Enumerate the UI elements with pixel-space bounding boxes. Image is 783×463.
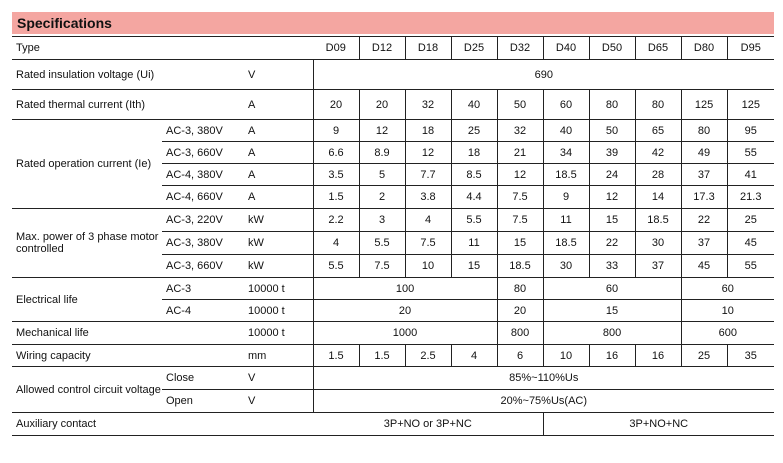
value-cell: 18.5 [543, 232, 589, 255]
value-cell: 2.5 [405, 345, 451, 367]
table-row [12, 322, 774, 345]
value-cell: 7.5 [405, 232, 451, 255]
condition-cell: AC-4, 660V [162, 186, 242, 209]
value-cell: 9 [543, 186, 589, 209]
value-cell: 3.5 [313, 164, 359, 186]
value-cell: 33 [589, 255, 635, 278]
unit-cell: mm [242, 345, 313, 367]
value-cell: 37 [635, 255, 681, 278]
value-cell: 15 [497, 232, 543, 255]
model-header: D25 [451, 37, 497, 60]
value-cell: 20%~75%Us(AC) [313, 390, 774, 413]
value-cell: 80 [635, 90, 681, 120]
value-cell: 5.5 [313, 255, 359, 278]
value-cell: 15 [589, 209, 635, 232]
value-cell: 14 [635, 186, 681, 209]
row-label: Rated insulation voltage (Ui) [12, 60, 242, 90]
value-cell: 37 [681, 164, 727, 186]
value-cell: 55 [727, 142, 774, 164]
value-cell: 60 [543, 90, 589, 120]
value-cell: 7.5 [497, 186, 543, 209]
value-cell: 100 [313, 278, 497, 300]
value-cell: 18 [405, 120, 451, 142]
section-title: Specifications [12, 12, 774, 34]
unit-cell: A [242, 164, 313, 186]
condition-cell: AC-3, 220V [162, 209, 242, 232]
value-cell: 125 [727, 90, 774, 120]
unit-cell: A [242, 120, 313, 142]
value-cell: 16 [635, 345, 681, 367]
value-cell: 80 [497, 278, 543, 300]
value-cell: 80 [589, 90, 635, 120]
value-cell: 8.5 [451, 164, 497, 186]
table-row [12, 413, 774, 436]
model-header: D80 [681, 37, 727, 60]
value-cell: 65 [635, 120, 681, 142]
value-cell: 25 [451, 120, 497, 142]
value-cell: 15 [451, 255, 497, 278]
row-label: Mechanical life [12, 322, 242, 345]
table-row [12, 90, 774, 120]
model-header: D50 [589, 37, 635, 60]
model-header: D95 [727, 37, 774, 60]
table-row [12, 120, 774, 142]
value-cell: 1000 [313, 322, 497, 345]
value-cell: 2.2 [313, 209, 359, 232]
value-cell: 5.5 [451, 209, 497, 232]
condition-cell: Close [162, 367, 242, 390]
value-cell: 16 [589, 345, 635, 367]
unit-cell: kW [242, 255, 313, 278]
value-cell: 41 [727, 164, 774, 186]
value-cell: 18.5 [497, 255, 543, 278]
value-cell: 37 [681, 232, 727, 255]
value-cell: 7.5 [497, 209, 543, 232]
row-label: Rated operation current (Ie) [12, 120, 162, 209]
model-header: D32 [497, 37, 543, 60]
value-cell: 55 [727, 255, 774, 278]
value-cell: 24 [589, 164, 635, 186]
model-header: D09 [313, 37, 359, 60]
model-header: D12 [359, 37, 405, 60]
value-cell: 25 [681, 345, 727, 367]
row-label: Electrical life [12, 278, 162, 322]
value-cell: 22 [589, 232, 635, 255]
value-cell: 3P+NO or 3P+NC [313, 413, 543, 436]
row-label: Wiring capacity [12, 345, 242, 367]
type-label: Type [12, 37, 313, 60]
value-cell: 7.7 [405, 164, 451, 186]
value-cell: 3 [359, 209, 405, 232]
value-cell: 7.5 [359, 255, 405, 278]
value-cell: 1.5 [313, 345, 359, 367]
value-cell: 1.5 [359, 345, 405, 367]
value-cell: 20 [313, 90, 359, 120]
value-cell: 800 [543, 322, 681, 345]
value-cell: 9 [313, 120, 359, 142]
row-label: Allowed control circuit voltage [12, 367, 162, 413]
unit-cell: kW [242, 209, 313, 232]
row-label: Rated thermal current (Ith) [12, 90, 242, 120]
condition-cell: AC-3 [162, 278, 242, 300]
value-cell: 12 [359, 120, 405, 142]
value-cell: 4 [451, 345, 497, 367]
unit-cell: kW [242, 232, 313, 255]
value-cell: 20 [313, 300, 497, 322]
value-cell: 690 [313, 60, 774, 90]
value-cell: 11 [543, 209, 589, 232]
condition-cell: AC-4 [162, 300, 242, 322]
value-cell: 600 [681, 322, 774, 345]
table-row [12, 345, 774, 367]
value-cell: 40 [543, 120, 589, 142]
table-row [12, 209, 774, 232]
value-cell: 10 [681, 300, 774, 322]
value-cell: 125 [681, 90, 727, 120]
value-cell: 12 [497, 164, 543, 186]
unit-cell: V [242, 60, 313, 90]
value-cell: 28 [635, 164, 681, 186]
value-cell: 34 [543, 142, 589, 164]
row-label: Max. power of 3 phase motor controlled [12, 209, 162, 278]
unit-cell: V [242, 367, 313, 390]
value-cell: 1.5 [313, 186, 359, 209]
value-cell: 45 [727, 232, 774, 255]
value-cell: 5.5 [359, 232, 405, 255]
value-cell: 12 [405, 142, 451, 164]
unit-cell: 10000 t [242, 322, 313, 345]
value-cell: 6 [497, 345, 543, 367]
value-cell: 18.5 [635, 209, 681, 232]
table-row [12, 60, 774, 90]
condition-cell: AC-3, 380V [162, 120, 242, 142]
unit-cell: A [242, 186, 313, 209]
condition-cell: AC-3, 380V [162, 232, 242, 255]
value-cell: 30 [543, 255, 589, 278]
unit-cell: A [242, 90, 313, 120]
specifications-table [12, 36, 774, 436]
value-cell: 60 [543, 278, 681, 300]
table-row [12, 37, 774, 60]
model-header: D18 [405, 37, 451, 60]
value-cell: 60 [681, 278, 774, 300]
value-cell: 50 [589, 120, 635, 142]
value-cell: 10 [405, 255, 451, 278]
table-row [12, 278, 774, 300]
model-header: D65 [635, 37, 681, 60]
condition-cell: AC-4, 380V [162, 164, 242, 186]
value-cell: 80 [681, 120, 727, 142]
value-cell: 8.9 [359, 142, 405, 164]
value-cell: 21.3 [727, 186, 774, 209]
value-cell: 18 [451, 142, 497, 164]
unit-cell: 10000 t [242, 300, 313, 322]
unit-cell: A [242, 142, 313, 164]
row-label: Auxiliary contact [12, 413, 313, 436]
value-cell: 6.6 [313, 142, 359, 164]
unit-cell: 10000 t [242, 278, 313, 300]
value-cell: 20 [359, 90, 405, 120]
value-cell: 25 [727, 209, 774, 232]
value-cell: 21 [497, 142, 543, 164]
value-cell: 2 [359, 186, 405, 209]
condition-cell: Open [162, 390, 242, 413]
value-cell: 30 [635, 232, 681, 255]
value-cell: 49 [681, 142, 727, 164]
value-cell: 18.5 [543, 164, 589, 186]
value-cell: 85%~110%Us [313, 367, 774, 390]
value-cell: 10 [543, 345, 589, 367]
value-cell: 35 [727, 345, 774, 367]
value-cell: 15 [543, 300, 681, 322]
value-cell: 800 [497, 322, 543, 345]
table-row [12, 367, 774, 390]
value-cell: 39 [589, 142, 635, 164]
value-cell: 22 [681, 209, 727, 232]
condition-cell: AC-3, 660V [162, 255, 242, 278]
model-header: D40 [543, 37, 589, 60]
value-cell: 40 [451, 90, 497, 120]
value-cell: 5 [359, 164, 405, 186]
value-cell: 12 [589, 186, 635, 209]
value-cell: 50 [497, 90, 543, 120]
value-cell: 32 [405, 90, 451, 120]
value-cell: 45 [681, 255, 727, 278]
value-cell: 11 [451, 232, 497, 255]
value-cell: 32 [497, 120, 543, 142]
value-cell: 20 [497, 300, 543, 322]
value-cell: 4.4 [451, 186, 497, 209]
value-cell: 17.3 [681, 186, 727, 209]
value-cell: 95 [727, 120, 774, 142]
condition-cell: AC-3, 660V [162, 142, 242, 164]
value-cell: 4 [313, 232, 359, 255]
unit-cell: V [242, 390, 313, 413]
value-cell: 3P+NO+NC [543, 413, 774, 436]
value-cell: 42 [635, 142, 681, 164]
value-cell: 3.8 [405, 186, 451, 209]
value-cell: 4 [405, 209, 451, 232]
